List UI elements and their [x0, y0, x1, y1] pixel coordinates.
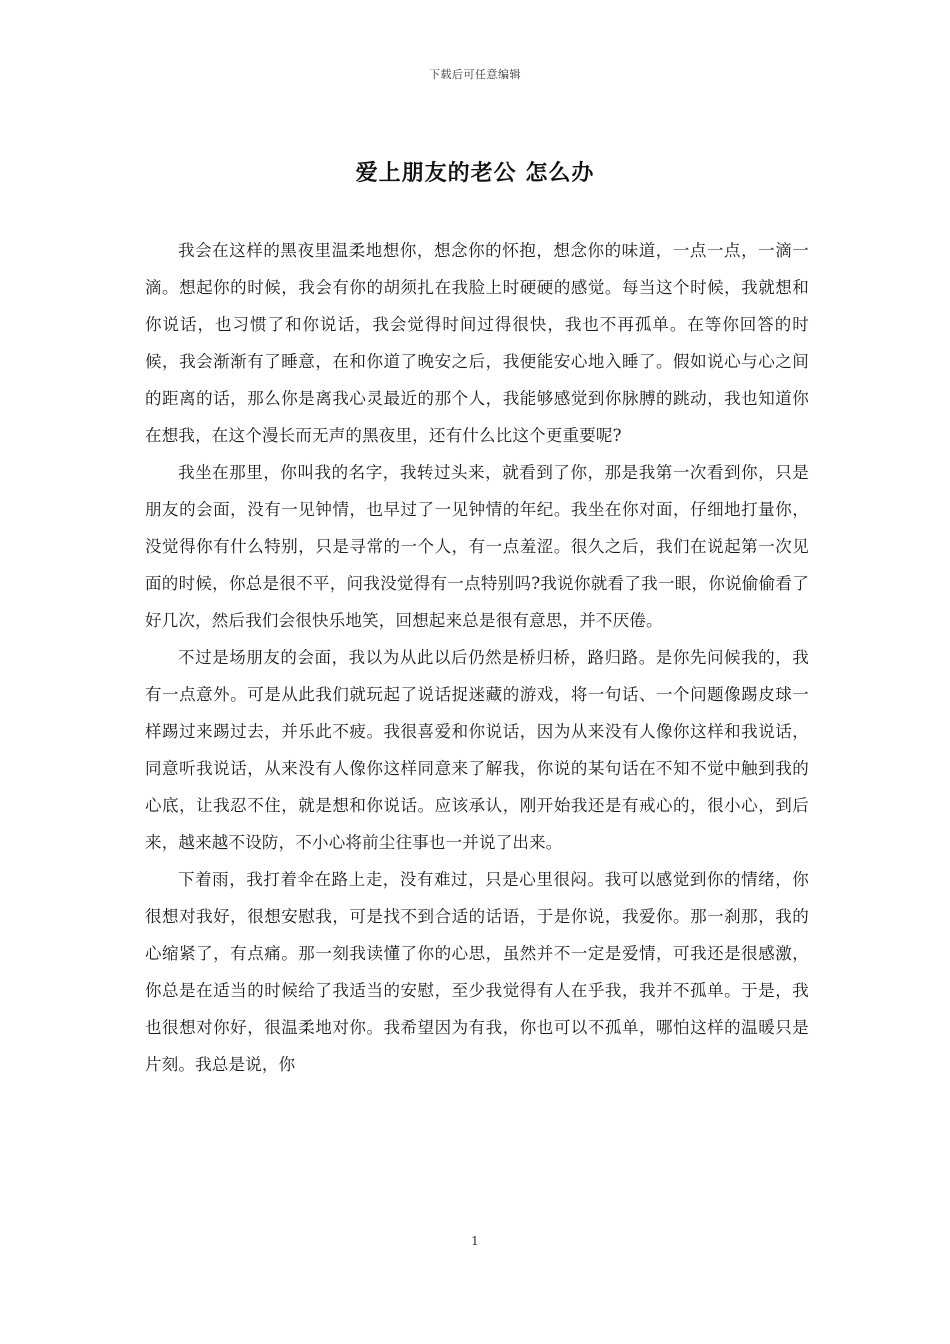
- page-number: 1: [471, 1234, 479, 1248]
- paragraph-4: 下着雨，我打着伞在路上走，没有难过，只是心里很闷。我可以感觉到你的情绪，你很想对我好，很想安慰我，可是找不到合适的话语，于是你说，我爱你。那一刹那，我的心缩紧了，有点痛。那一刻我读懂了你的心思，虽然并不一定是爱情，可我还是很感激，你总是在适当的时候给了我适当的安慰，至少我觉得有人在乎我，我并不孤单。于是，我也很想对你好，很温柔地对你。我希望因为有我，你也可以不孤单，哪怕这样的温暖只是片刻。我总是说，你: [145, 870, 809, 1074]
- page-title: 爱上朋友的老公 怎么办: [355, 161, 595, 186]
- document-body: [145, 232, 809, 1083]
- paragraph-3: 不过是场朋友的会面，我以为从此以后仍然是桥归桥，路归路。是你先问候我的，我有一点意外。可是从此我们就玩起了说话捉迷藏的游戏，将一句话、一个问题像踢皮球一样踢过来踢过去，并乐此不疲。我很喜爱和你说话，因为从来没有人像你这样和我说话，同意听我说话，从来没有人像你这样同意来了解我，你说的某句话在不知不觉中触到我的心底，让我忍不住，就是想和你说话。应该承认，刚开始我还是有戒心的，很小心，到后来，越来越不设防，不小心将前尘往事也一并说了出来。: [145, 648, 809, 852]
- paragraph-1: 我会在这样的黑夜里温柔地想你，想念你的怀抱，想念你的味道，一点一点，一滴一滴。想起你的时候，我会有你的胡须扎在我脸上时硬硬的感觉。每当这个时候，我就想和你说话，也习惯了和你说话，我会觉得时间过得很快，我也不再孤单。在等你回答的时候，我会渐渐有了睡意，在和你道了晚安之后，我便能安心地入睡了。假如说心与心之间的距离的话，那么你是离我心灵最近的那个人，我能够感觉到你脉膊的跳动，我也知道你在想我，在这个漫长而无声的黑夜里，还有什么比这个更重要呢?: [145, 241, 809, 445]
- header-note: 下载后可任意编辑: [429, 68, 521, 81]
- paragraph-2: 我坐在那里，你叫我的名字，我转过头来，就看到了你，那是我第一次看到你，只是朋友的会面，没有一见钟情，也早过了一见钟情的年纪。我坐在你对面，仔细地打量你，没觉得你有什么特别，只是寻常的一个人，有一点羞涩。很久之后，我们在说起第一次见面的时候，你总是很不平，问我没觉得有一点特别吗?我说你就看了我一眼，你说偷偷看了好几次，然后我们会很快乐地笑，回想起来总是很有意思，并不厌倦。: [145, 463, 809, 630]
